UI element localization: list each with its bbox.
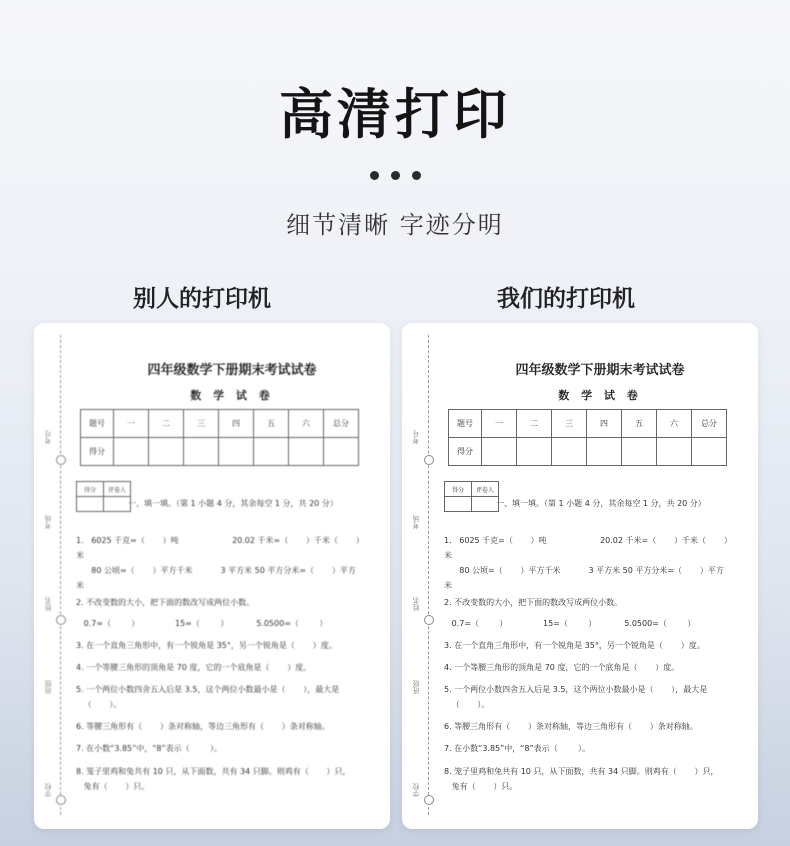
- grader-cell: [445, 497, 472, 512]
- question-line: 2. 不改变数的大小，把下面的数改写成两位小数。: [76, 598, 255, 607]
- binding-label: 姓名: [412, 597, 420, 611]
- table-cell: 题号: [81, 410, 114, 438]
- binding-label: 学校: [44, 783, 52, 797]
- question-line: 7. 在小数“3.85”中，“8”表示（ ）。: [76, 744, 222, 753]
- question-line: 3. 在一个直角三角形中，有一个锐角是 35°，另一个锐角是（ ）度。: [444, 641, 705, 650]
- table-cell: 四: [219, 410, 254, 438]
- table-cell: [324, 438, 359, 466]
- table-cell: [254, 438, 289, 466]
- table-cell: 得分: [449, 438, 482, 466]
- grader-cell: 得分: [445, 482, 472, 497]
- question-line: 8. 笼子里鸡和兔共有 10 只，从下面数，共有 34 只脚。则鸡有（ ）只，: [444, 767, 719, 776]
- table-cell: [517, 438, 552, 466]
- binding-hole: [56, 455, 66, 465]
- question-line: 米: [444, 551, 452, 560]
- binding-label: 姓名: [44, 597, 52, 611]
- question-line: 4. 一个等腰三角形的顶角是 70 度，它的一个底角是（ ）度。: [444, 663, 680, 672]
- table-cell: 二: [517, 410, 552, 438]
- binding-label: 学校: [412, 783, 420, 797]
- right-label: 我们的打印机: [497, 286, 635, 312]
- table-cell: [149, 438, 184, 466]
- binding-label: 班级: [44, 680, 52, 694]
- table-cell: 三: [184, 410, 219, 438]
- score-table: [80, 409, 359, 466]
- section-heading: 一、填一填。（第 1 小题 4 分，其余每空 1 分，共 20 分）: [496, 499, 706, 508]
- table-cell: [114, 438, 149, 466]
- question-line: 5. 一个两位小数四舍五入后是 3.5，这个两位小数最小是（ ），最大是: [76, 685, 340, 694]
- question-line: 6. 等腰三角形有（ ）条对称轴，等边三角形有（ ）条对称轴。: [76, 722, 330, 731]
- table-cell: 一: [114, 410, 149, 438]
- table-cell: [657, 438, 692, 466]
- card-our-printer: [402, 323, 758, 829]
- table-cell: 五: [622, 410, 657, 438]
- dots-decoration: [0, 165, 790, 184]
- binding-hole: [424, 455, 434, 465]
- question-line: 兔有（ ）只。: [76, 782, 150, 791]
- table-cell: 题号: [449, 410, 482, 438]
- grader-cell: [104, 497, 131, 512]
- table-cell: 六: [657, 410, 692, 438]
- binding-hole: [56, 795, 66, 805]
- question-line: 6. 等腰三角形有（ ）条对称轴，等边三角形有（ ）条对称轴。: [444, 722, 698, 731]
- section-heading: 一、填一填。（第 1 小题 4 分，其余每空 1 分，共 20 分）: [128, 499, 338, 508]
- grader-box: [444, 481, 499, 512]
- table-cell: [622, 438, 657, 466]
- table-cell: [587, 438, 622, 466]
- headline: 高清打印: [279, 83, 511, 146]
- question-line: 3. 在一个直角三角形中，有一个锐角是 35°，另一个锐角是（ ）度。: [76, 641, 337, 650]
- binding-label: 考号: [44, 430, 52, 444]
- question-line: （ ）。: [444, 700, 490, 709]
- binding-hole: [424, 615, 434, 625]
- question-line: 80 公顷=（ ）平方千米 3 平方米 50 平方分米=（ ）平方: [76, 566, 356, 575]
- grader-cell: 得分: [77, 482, 104, 497]
- table-cell: [289, 438, 324, 466]
- table-cell: 三: [552, 410, 587, 438]
- grader-cell: 评卷人: [104, 482, 131, 497]
- table-cell: 一: [482, 410, 517, 438]
- question-line: 5. 一个两位小数四舍五入后是 3.5，这个两位小数最小是（ ），最大是: [444, 685, 708, 694]
- question-line: 80 公顷=（ ）平方千米 3 平方米 50 平方分米=（ ）平方: [444, 566, 724, 575]
- score-table: [448, 409, 727, 466]
- exam-title: 四年级数学下册期末考试试卷: [515, 363, 685, 378]
- grader-cell: 评卷人: [472, 482, 499, 497]
- question-line: 0.7=（ ） 15=（ ） 5.0500=（ ）: [444, 619, 696, 628]
- table-cell: 六: [289, 410, 324, 438]
- grader-cell: [77, 497, 104, 512]
- left-label: 别人的打印机: [133, 286, 271, 312]
- table-cell: [184, 438, 219, 466]
- exam-subtitle: 数 学 试 卷: [190, 389, 274, 402]
- binding-label: 班级: [412, 680, 420, 694]
- table-cell: 总分: [324, 410, 359, 438]
- table-cell: [552, 438, 587, 466]
- binding-line: [44, 335, 61, 815]
- question-line: 2. 不改变数的大小，把下面的数改写成两位小数。: [444, 598, 623, 607]
- table-cell: [219, 438, 254, 466]
- table-cell: 四: [587, 410, 622, 438]
- table-cell: 总分: [692, 410, 727, 438]
- binding-hole: [424, 795, 434, 805]
- table-cell: 得分: [81, 438, 114, 466]
- binding-label: 考号: [412, 430, 420, 444]
- question-line: 米: [444, 581, 452, 590]
- table-cell: 二: [149, 410, 184, 438]
- exam-subtitle: 数 学 试 卷: [558, 389, 642, 402]
- question-line: 0.7=（ ） 15=（ ） 5.0500=（ ）: [76, 619, 328, 628]
- binding-hole: [56, 615, 66, 625]
- card-others-printer: [34, 323, 390, 829]
- question-line: （ ）。: [76, 700, 122, 709]
- table-cell: 五: [254, 410, 289, 438]
- question-line: 8. 笼子里鸡和兔共有 10 只，从下面数，共有 34 只脚。则鸡有（ ）只，: [76, 767, 351, 776]
- grader-cell: [472, 497, 499, 512]
- question-line: 4. 一个等腰三角形的顶角是 70 度，它的一个底角是（ ）度。: [76, 663, 312, 672]
- exam-paper: [34, 323, 390, 829]
- question-line: 兔有（ ）只。: [444, 782, 518, 791]
- table-cell: [692, 438, 727, 466]
- subtitle: 细节清晰 字迹分明: [286, 211, 504, 239]
- binding-label: 考场: [44, 515, 52, 529]
- question-line: 1. 6025 千克=（ ）吨 20.02 千米=（ ）千米（ ）: [76, 536, 364, 545]
- grader-box: [76, 481, 131, 512]
- table-cell: [482, 438, 517, 466]
- question-line: 7. 在小数“3.85”中，“8”表示（ ）。: [444, 744, 590, 753]
- exam-paper: [402, 323, 758, 829]
- question-line: 米: [76, 581, 84, 590]
- binding-line: [412, 335, 429, 815]
- exam-title: 四年级数学下册期末考试试卷: [147, 363, 317, 378]
- question-line: 米: [76, 551, 84, 560]
- binding-label: 考场: [412, 515, 420, 529]
- question-line: 1. 6025 千克=（ ）吨 20.02 千米=（ ）千米（ ）: [444, 536, 732, 545]
